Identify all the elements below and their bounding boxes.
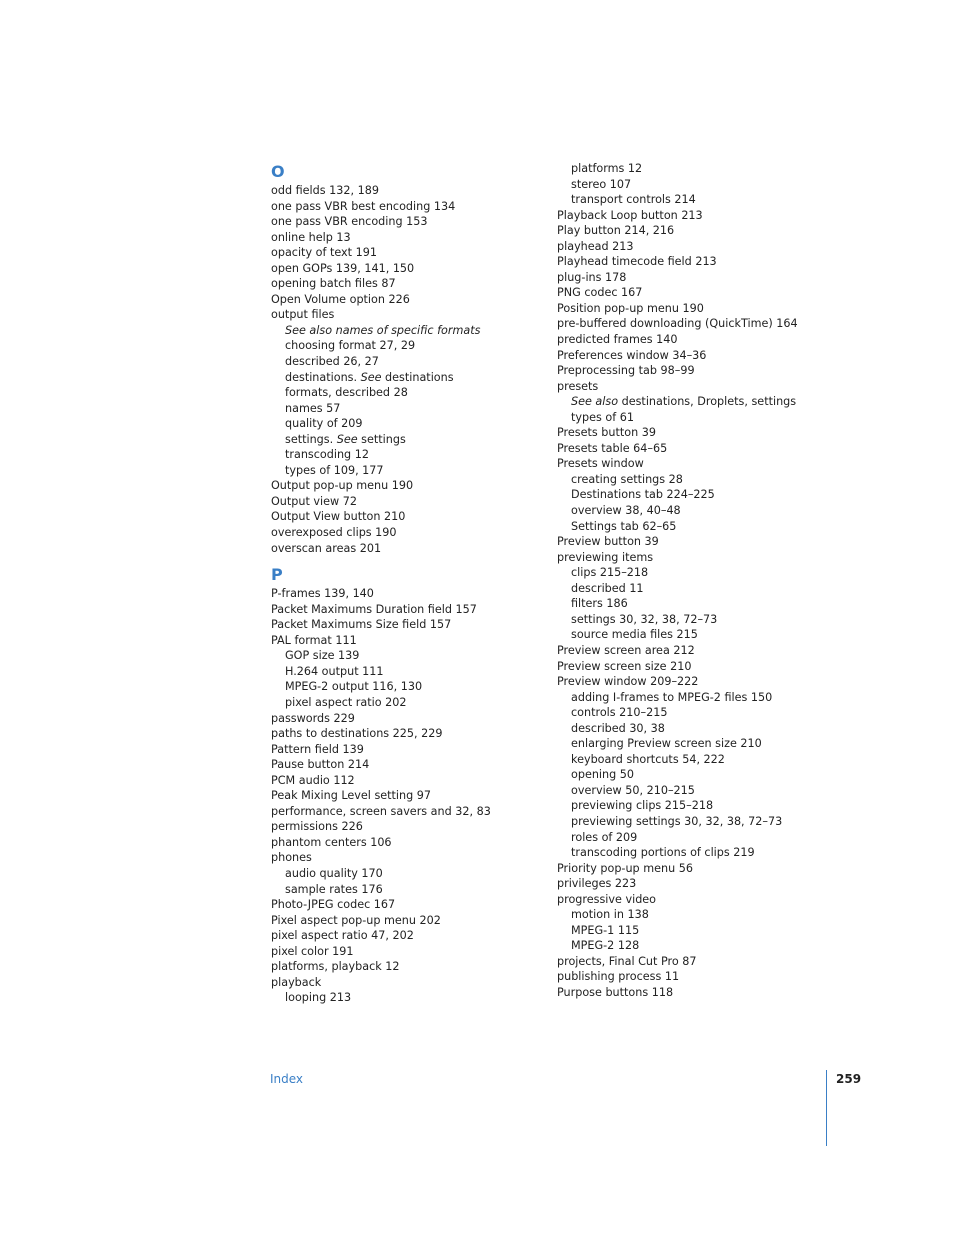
index-subentry: source media files 215 xyxy=(571,628,698,642)
index-entry: Playback Loop button 213 xyxy=(557,208,703,222)
italic-text: See also xyxy=(571,395,619,409)
section-heading-p: P xyxy=(271,565,283,585)
index-subentry: transport controls 214 xyxy=(571,193,696,207)
index-entry: Position pop-up menu 190 xyxy=(557,301,704,315)
index-subentry: MPEG-1 115 xyxy=(571,923,640,937)
index-entry: plug-ins 178 xyxy=(557,270,627,284)
index-subentry: destinations. See destinations xyxy=(285,370,454,384)
index-entry: opening batch files 87 xyxy=(271,277,396,291)
index-subentry: settings 30, 32, 38, 72–73 xyxy=(571,612,718,626)
index-entry: Packet Maximums Duration field 157 xyxy=(271,602,477,616)
index-subentry: quality of 209 xyxy=(285,417,363,431)
index-subentry: described 11 xyxy=(571,581,644,595)
footer-divider xyxy=(826,1070,827,1146)
index-entry: presets xyxy=(557,379,599,393)
index-entry: Pause button 214 xyxy=(271,758,370,772)
index-entry: overscan areas 201 xyxy=(271,541,382,555)
index-entry: Preview button 39 xyxy=(557,535,659,549)
index-entry: pixel aspect ratio 47, 202 xyxy=(271,929,414,943)
index-subentry: MPEG-2 output 116, 130 xyxy=(285,680,423,694)
index-entry: PAL format 111 xyxy=(271,633,357,647)
index-column-right xyxy=(557,161,819,1001)
index-entry: Packet Maximums Size field 157 xyxy=(271,618,452,632)
index-entry: Photo-JPEG codec 167 xyxy=(271,898,396,912)
index-entry: overexposed clips 190 xyxy=(271,526,397,540)
index-entry: performance, screen savers and 32, 83 xyxy=(271,804,491,818)
index-entry: playback xyxy=(271,975,322,989)
index-subentry: H.264 output 111 xyxy=(285,664,384,678)
index-entry: projects, Final Cut Pro 87 xyxy=(557,954,697,968)
index-subentry: sample rates 176 xyxy=(285,882,383,896)
index-entry: Presets table 64–65 xyxy=(557,441,668,455)
index-entry: Output View button 210 xyxy=(271,510,406,524)
index-subentry: looping 213 xyxy=(285,991,352,1005)
page-number: 259 xyxy=(836,1072,862,1086)
index-entry: output files xyxy=(271,308,335,322)
index-entry: Priority pop-up menu 56 xyxy=(557,861,693,875)
section-o-entries xyxy=(271,183,533,556)
index-subentry: motion in 138 xyxy=(571,908,649,922)
index-entry: playhead 213 xyxy=(557,239,634,253)
index-entry: Playhead timecode field 213 xyxy=(557,255,717,269)
index-subentry: stereo 107 xyxy=(571,177,632,191)
index-entry: platforms, playback 12 xyxy=(271,960,400,974)
index-entry: predicted frames 140 xyxy=(557,333,678,347)
index-subentry: adding I-frames to MPEG-2 files 150 xyxy=(571,690,773,704)
index-subentry: audio quality 170 xyxy=(285,866,383,880)
index-entry: Preview screen size 210 xyxy=(557,659,692,673)
index-entry: Peak Mixing Level setting 97 xyxy=(271,789,432,803)
index-subentry: See also destinations, Droplets, settings xyxy=(571,395,797,409)
section-p-entries xyxy=(271,586,533,1006)
index-subentry: pixel aspect ratio 202 xyxy=(285,695,407,709)
index-entry: Purpose buttons 118 xyxy=(557,985,674,999)
index-subentry: names 57 xyxy=(285,401,341,415)
index-subentry: Settings tab 62–65 xyxy=(571,519,677,533)
index-entry: Preferences window 34–36 xyxy=(557,348,707,362)
index-entry: phones xyxy=(271,851,312,865)
index-entry: permissions 226 xyxy=(271,820,363,834)
index-entry: Preprocessing tab 98–99 xyxy=(557,364,695,378)
index-entry: online help 13 xyxy=(271,230,351,244)
section-p-continued-entries xyxy=(557,161,819,1001)
index-entry: Presets window xyxy=(557,457,644,471)
index-subentry: opening 50 xyxy=(571,768,635,782)
index-subentry: keyboard shortcuts 54, 222 xyxy=(571,752,725,766)
index-subentry: previewing clips 215–218 xyxy=(571,799,714,813)
index-subentry: types of 109, 177 xyxy=(285,463,384,477)
index-entry: Preview window 209–222 xyxy=(557,675,699,689)
index-entry: Presets button 39 xyxy=(557,426,656,440)
index-entry: PCM audio 112 xyxy=(271,773,355,787)
index-subentry: platforms 12 xyxy=(571,162,643,175)
italic-text: See xyxy=(336,432,358,446)
italic-text: See also names of specific formats xyxy=(285,323,481,337)
index-entry: one pass VBR encoding 153 xyxy=(271,215,428,229)
index-entry: Output pop-up menu 190 xyxy=(271,479,414,493)
index-subentry: choosing format 27, 29 xyxy=(285,339,416,353)
index-entry: pre-buffered downloading (QuickTime) 164 xyxy=(557,317,798,331)
index-subentry: types of 61 xyxy=(571,410,634,424)
index-subentry: MPEG-2 128 xyxy=(571,939,640,953)
index-entry: privileges 223 xyxy=(557,877,637,891)
index-entry: odd fields 132, 189 xyxy=(271,184,379,197)
italic-text: See xyxy=(360,370,382,384)
index-entry: opacity of text 191 xyxy=(271,246,377,260)
index-entry: Open Volume option 226 xyxy=(271,292,410,306)
index-entry: Output view 72 xyxy=(271,494,357,508)
index-subentry: transcoding portions of clips 219 xyxy=(571,846,755,860)
index-entry: previewing items xyxy=(557,550,654,564)
index-subentry: described 26, 27 xyxy=(285,355,379,369)
section-heading-o: O xyxy=(271,162,285,181)
index-subentry: formats, described 28 xyxy=(285,386,408,400)
index-entry: PNG codec 167 xyxy=(557,286,643,300)
index-subentry: Destinations tab 224–225 xyxy=(571,488,715,502)
index-entry: publishing process 11 xyxy=(557,970,680,984)
index-entry: Play button 214, 216 xyxy=(557,224,675,238)
index-subentry: creating settings 28 xyxy=(571,472,683,486)
index-subentry: GOP size 139 xyxy=(285,649,360,663)
index-subentry: clips 215–218 xyxy=(571,566,649,580)
footer-section-label: Index xyxy=(270,1072,304,1086)
index-entry: Preview screen area 212 xyxy=(557,643,695,657)
index-entry: Pixel aspect pop-up menu 202 xyxy=(271,913,441,927)
index-entry: open GOPs 139, 141, 150 xyxy=(271,261,415,275)
index-entry: paths to destinations 225, 229 xyxy=(271,727,443,741)
index-subentry: controls 210–215 xyxy=(571,706,668,720)
index-subentry: described 30, 38 xyxy=(571,721,665,735)
index-subentry: overview 38, 40–48 xyxy=(571,504,681,518)
index-entry: pixel color 191 xyxy=(271,944,354,958)
index-subentry: overview 50, 210–215 xyxy=(571,783,695,797)
index-subentry: filters 186 xyxy=(571,597,628,611)
index-subentry: enlarging Preview screen size 210 xyxy=(571,737,762,751)
index-entry: one pass VBR best encoding 134 xyxy=(271,199,456,213)
index-subentry: roles of 209 xyxy=(571,830,638,844)
index-subentry: previewing settings 30, 32, 38, 72–73 xyxy=(571,814,783,828)
index-entry: progressive video xyxy=(557,892,657,906)
index-subentry: settings. See settings xyxy=(285,432,406,446)
index-subentry xyxy=(271,323,533,339)
index-entry: phantom centers 106 xyxy=(271,835,392,849)
index-entry: P-frames 139, 140 xyxy=(271,587,374,601)
index-column-left xyxy=(271,161,533,1006)
index-entry: passwords 229 xyxy=(271,711,355,725)
index-entry: Pattern field 139 xyxy=(271,742,364,756)
index-subentry: transcoding 12 xyxy=(285,448,369,462)
